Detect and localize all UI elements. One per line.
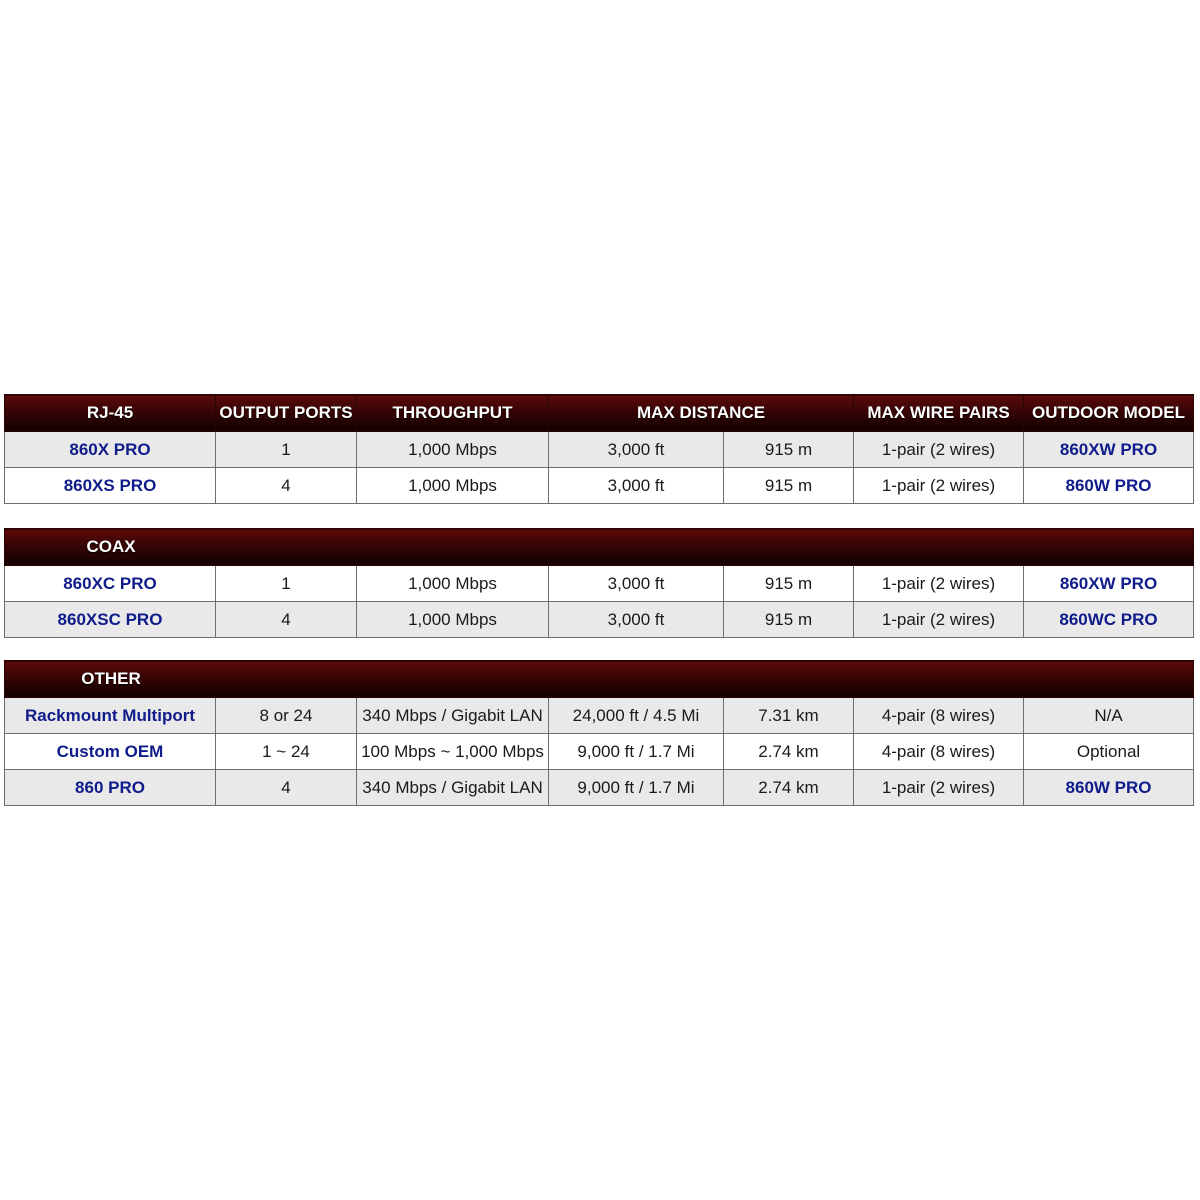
- other-table: [4, 660, 1194, 806]
- distance-ft-cell: 3,000 ft: [549, 602, 724, 638]
- distance-ft-cell: 9,000 ft / 1.7 Mi: [549, 770, 724, 806]
- model-cell: 860 PRO: [5, 770, 216, 806]
- distance-ft-cell: 3,000 ft: [549, 432, 724, 468]
- distance-m-cell: 915 m: [724, 468, 854, 504]
- header-rj45: RJ-45: [5, 395, 216, 432]
- wire-pairs-cell: 1-pair (2 wires): [854, 566, 1024, 602]
- model-cell: Custom OEM: [5, 734, 216, 770]
- model-cell: 860XS PRO: [5, 468, 216, 504]
- throughput-cell: 340 Mbps / Gigabit LAN: [357, 698, 549, 734]
- throughput-cell: 1,000 Mbps: [357, 432, 549, 468]
- rj45-table: [4, 394, 1194, 504]
- distance-m-cell: 2.74 km: [724, 770, 854, 806]
- distance-ft-cell: 24,000 ft / 4.5 Mi: [549, 698, 724, 734]
- coax-title-text: COAX: [86, 537, 136, 556]
- outdoor-model-cell: 860W PRO: [1024, 468, 1194, 504]
- table-row: [5, 432, 1194, 468]
- distance-ft-cell: 3,000 ft: [549, 566, 724, 602]
- table-row: [5, 770, 1194, 806]
- model-cell: 860X PRO: [5, 432, 216, 468]
- outdoor-model-cell: Optional: [1024, 734, 1194, 770]
- wire-pairs-cell: 1-pair (2 wires): [854, 770, 1024, 806]
- ports-cell: 1 ~ 24: [216, 734, 357, 770]
- wire-pairs-cell: 1-pair (2 wires): [854, 468, 1024, 504]
- outdoor-model-cell: N/A: [1024, 698, 1194, 734]
- outdoor-model-cell: 860XW PRO: [1024, 432, 1194, 468]
- coax-header-row: [5, 529, 1194, 566]
- throughput-cell: 100 Mbps ~ 1,000 Mbps: [357, 734, 549, 770]
- rj45-header-row: [5, 395, 1194, 432]
- table-row: [5, 698, 1194, 734]
- header-max-distance: MAX DISTANCE: [549, 395, 854, 432]
- wire-pairs-cell: 4-pair (8 wires): [854, 698, 1024, 734]
- coax-section-title: [5, 529, 1194, 566]
- other-title-text: OTHER: [81, 669, 141, 688]
- ports-cell: 4: [216, 468, 357, 504]
- model-cell: 860XSC PRO: [5, 602, 216, 638]
- table-row: [5, 602, 1194, 638]
- table-row: [5, 734, 1194, 770]
- ports-cell: 8 or 24: [216, 698, 357, 734]
- wire-pairs-cell: 4-pair (8 wires): [854, 734, 1024, 770]
- ports-cell: 4: [216, 602, 357, 638]
- throughput-cell: 1,000 Mbps: [357, 468, 549, 504]
- distance-m-cell: 2.74 km: [724, 734, 854, 770]
- coax-table: [4, 528, 1194, 638]
- ports-cell: 1: [216, 566, 357, 602]
- other-header-row: [5, 661, 1194, 698]
- other-section-title: [5, 661, 1194, 698]
- table-row: [5, 468, 1194, 504]
- wire-pairs-cell: 1-pair (2 wires): [854, 432, 1024, 468]
- distance-ft-cell: 3,000 ft: [549, 468, 724, 504]
- throughput-cell: 1,000 Mbps: [357, 602, 549, 638]
- wire-pairs-cell: 1-pair (2 wires): [854, 602, 1024, 638]
- distance-m-cell: 915 m: [724, 602, 854, 638]
- header-outdoor-model: OUTDOOR MODEL: [1024, 395, 1194, 432]
- header-throughput: THROUGHPUT: [357, 395, 549, 432]
- table-row: [5, 566, 1194, 602]
- distance-m-cell: 7.31 km: [724, 698, 854, 734]
- ports-cell: 4: [216, 770, 357, 806]
- outdoor-model-cell: 860W PRO: [1024, 770, 1194, 806]
- throughput-cell: 1,000 Mbps: [357, 566, 549, 602]
- distance-m-cell: 915 m: [724, 566, 854, 602]
- distance-m-cell: 915 m: [724, 432, 854, 468]
- header-max-wire-pairs: MAX WIRE PAIRS: [854, 395, 1024, 432]
- outdoor-model-cell: 860XW PRO: [1024, 566, 1194, 602]
- distance-ft-cell: 9,000 ft / 1.7 Mi: [549, 734, 724, 770]
- throughput-cell: 340 Mbps / Gigabit LAN: [357, 770, 549, 806]
- header-output-ports: OUTPUT PORTS: [216, 395, 357, 432]
- model-cell: Rackmount Multiport: [5, 698, 216, 734]
- model-cell: 860XC PRO: [5, 566, 216, 602]
- outdoor-model-cell: 860WC PRO: [1024, 602, 1194, 638]
- ports-cell: 1: [216, 432, 357, 468]
